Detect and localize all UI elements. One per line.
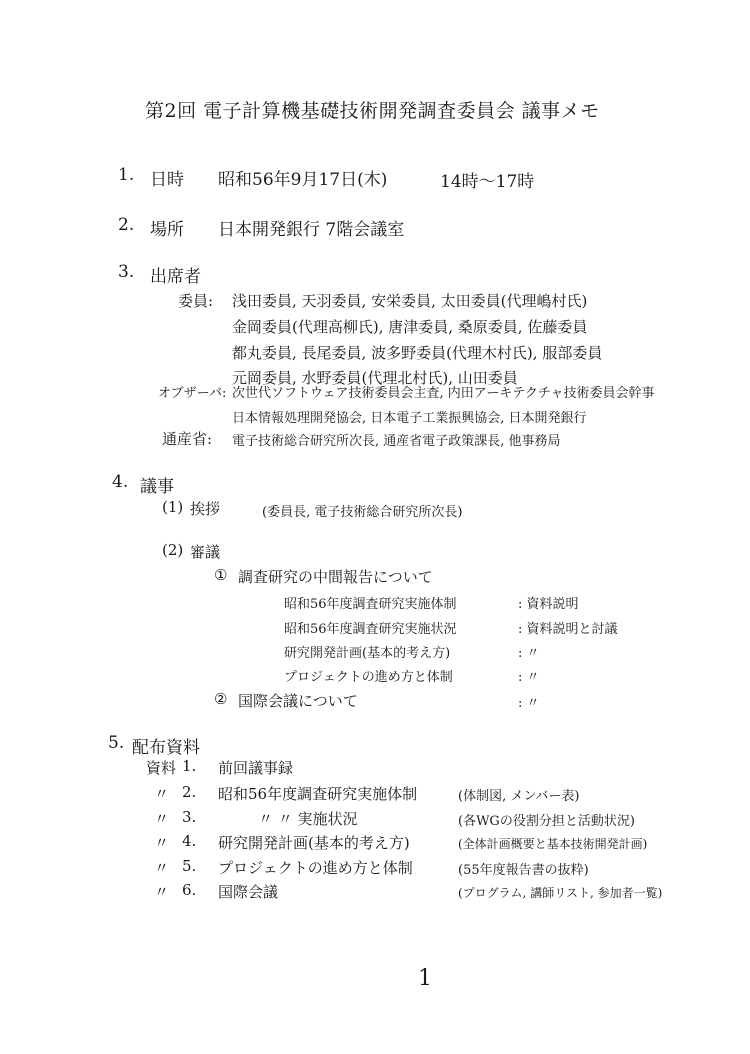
agenda-row-3-note: : 〃 bbox=[518, 646, 540, 661]
agenda-row-4-text: プロジェクトの進め方と体制 bbox=[284, 670, 453, 685]
agenda-sub-2-number: ② bbox=[214, 690, 228, 708]
members-label: 委員: bbox=[178, 292, 214, 310]
section-1-number: 1. bbox=[118, 165, 135, 185]
agenda-item-2-label: 審議 bbox=[190, 543, 221, 561]
handout-2-note: (体制図, メンバー表) bbox=[458, 789, 580, 804]
observers-line-1: 次世代ソフトウェア技術委員会主査, 内田アーキテクチャ技術委員会幹事 bbox=[232, 386, 655, 401]
section-2-label: 場所 bbox=[150, 220, 184, 240]
handout-5-title: プロジェクトの進め方と体制 bbox=[218, 859, 413, 877]
agenda-sub-2-label: 国際会議について bbox=[238, 692, 358, 710]
agenda-row-2-note: : 資料説明と討議 bbox=[518, 622, 618, 637]
agenda-sub-2-note: : 〃 bbox=[518, 696, 540, 711]
agenda-row-3-text: 研究開発計画(基本的考え方) bbox=[284, 646, 451, 661]
handout-6-mark: 〃 bbox=[154, 883, 170, 901]
agenda-row-4-note: : 〃 bbox=[518, 670, 540, 685]
meeting-place: 日本開発銀行 7階会議室 bbox=[218, 220, 405, 240]
handout-3-mark: 〃 bbox=[154, 810, 170, 828]
handout-6-number: 6. bbox=[182, 881, 197, 899]
section-5-number: 5. bbox=[108, 733, 125, 753]
members-line-4: 元岡委員, 水野委員(代理北村氏), 山田委員 bbox=[232, 369, 518, 387]
handout-4-note: (全体計画概要と基本技術開発計画) bbox=[458, 837, 648, 851]
agenda-row-1-note: : 資料説明 bbox=[518, 597, 579, 612]
section-5-label: 配布資料 bbox=[132, 738, 200, 758]
handout-3-note: (各WGの役割分担と活動状況) bbox=[458, 814, 635, 829]
members-line-1: 浅田委員, 天羽委員, 安栄委員, 太田委員(代理嶋村氏) bbox=[232, 292, 588, 310]
handout-2-title: 昭和56年度調査研究実施体制 bbox=[218, 785, 418, 803]
section-4-label: 議事 bbox=[140, 477, 174, 497]
handout-5-mark: 〃 bbox=[154, 859, 170, 877]
handout-4-mark: 〃 bbox=[154, 834, 170, 852]
handout-4-title: 研究開発計画(基本的考え方) bbox=[218, 834, 410, 852]
members-line-2: 金岡委員(代理高柳氏), 唐津委員, 桑原委員, 佐藤委員 bbox=[232, 318, 588, 336]
meeting-time: 14時〜17時 bbox=[440, 172, 535, 192]
handout-5-number: 5. bbox=[182, 857, 197, 875]
handout-1-title: 前回議事録 bbox=[218, 759, 294, 777]
page-title: 第2回 電子計算機基礎技術開発調査委員会 議事メモ bbox=[145, 100, 600, 122]
handout-6-title: 国際会議 bbox=[218, 883, 279, 901]
handout-5-note: (55年度報告書の抜粋) bbox=[458, 863, 589, 878]
handout-2-mark: 〃 bbox=[154, 785, 170, 803]
handout-1-mark: 資料 bbox=[146, 759, 177, 777]
agenda-item-1-note: (委員長, 電子技術総合研究所次長) bbox=[262, 505, 463, 520]
agenda-item-1-label: 挨拶 bbox=[190, 500, 221, 518]
miti-label: 通産省: bbox=[162, 430, 213, 448]
handout-3-title: 〃 〃 実施状況 bbox=[258, 810, 358, 828]
handout-6-note: (プログラム, 講師リスト, 参加者一覧) bbox=[458, 886, 663, 900]
section-4-number: 4. bbox=[112, 472, 129, 492]
observers-line-2: 日本情報処理開発協会, 日本電子工業振興協会, 日本開発銀行 bbox=[232, 411, 587, 426]
handout-1-number: 1. bbox=[182, 757, 197, 775]
handout-2-number: 2. bbox=[182, 783, 197, 801]
handout-4-number: 4. bbox=[182, 832, 197, 850]
meeting-date: 昭和56年9月17日(木) bbox=[218, 170, 388, 190]
members-line-3: 都丸委員, 長尾委員, 波多野委員(代理木村氏), 服部委員 bbox=[232, 344, 603, 362]
page-number: 1 bbox=[418, 966, 432, 991]
section-3-number: 3. bbox=[118, 262, 135, 282]
agenda-item-2-number: (2) bbox=[162, 541, 184, 559]
section-1-label: 日時 bbox=[150, 170, 184, 190]
observers-label: オブザーバ: bbox=[158, 386, 227, 401]
section-3-label: 出席者 bbox=[150, 267, 201, 287]
agenda-row-1-text: 昭和56年度調査研究実施体制 bbox=[284, 597, 457, 612]
agenda-sub-1-label: 調査研究の中間報告について bbox=[238, 568, 433, 586]
agenda-item-1-number: (1) bbox=[162, 498, 184, 516]
miti-attendees: 電子技術総合研究所次長, 通産省電子政策課長, 他事務局 bbox=[232, 434, 561, 449]
agenda-sub-1-number: ① bbox=[214, 566, 228, 584]
section-2-number: 2. bbox=[118, 215, 135, 235]
handout-3-number: 3. bbox=[182, 808, 197, 826]
agenda-row-2-text: 昭和56年度調査研究実施状況 bbox=[284, 622, 457, 637]
